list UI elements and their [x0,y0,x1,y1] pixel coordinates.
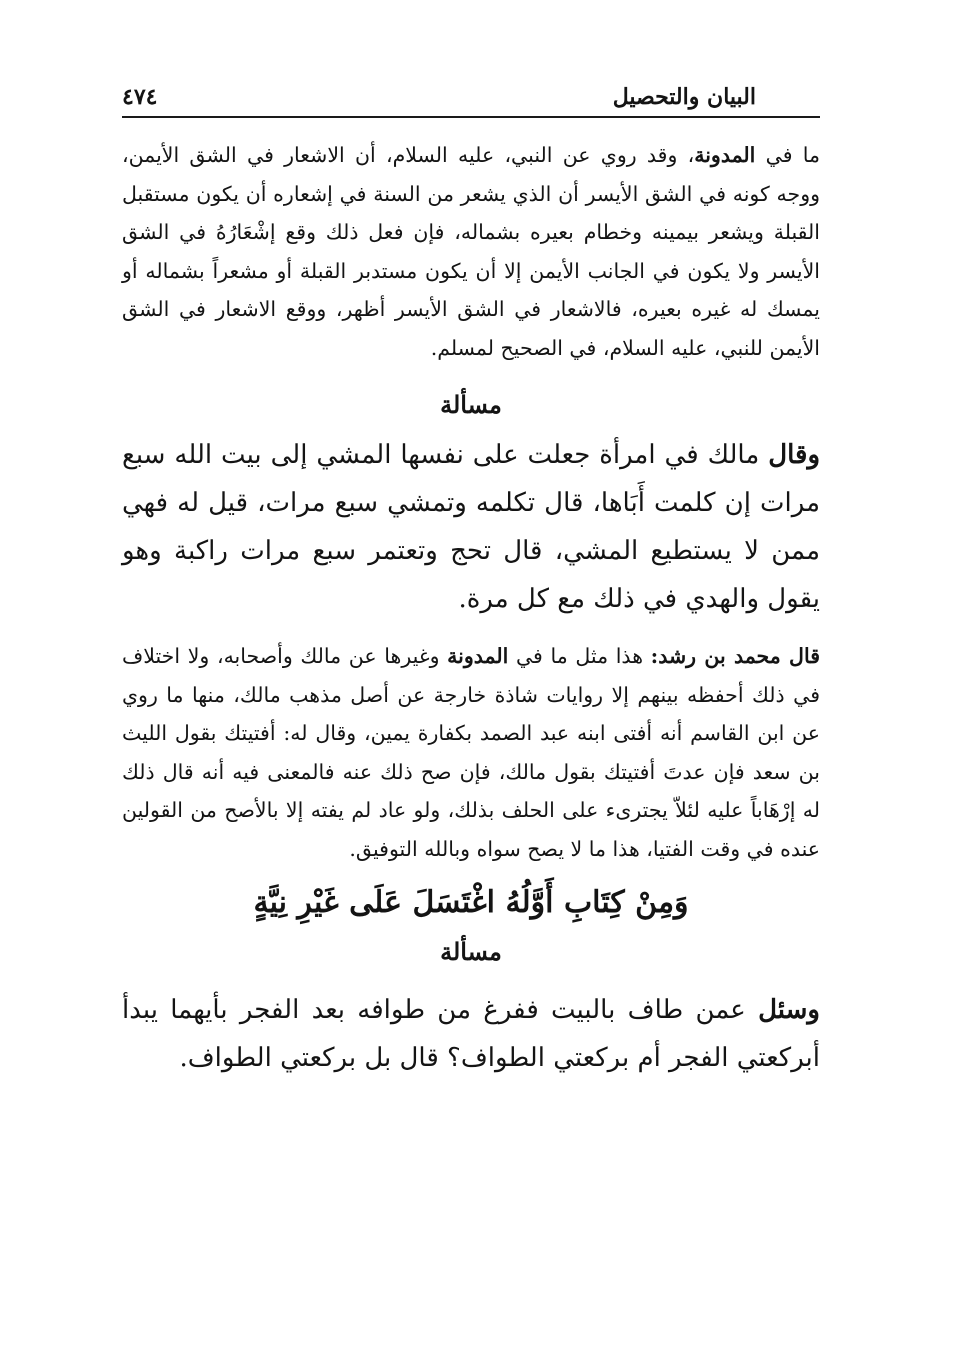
bold-term-mudawwana: المدونة [694,143,756,167]
section-heading-masala-1: مسألة [440,390,502,419]
paragraph-malik-question [122,431,820,623]
paragraph-lead-bold: وقال [768,440,820,470]
paragraph-text-b: وغيرها عن مالك وأصحابه، ولا اختلاف في ذلك أحفظه بينهم إلا روايات شاذة خارجة عن أصل مذهب مالك، منها ما روي عن ابن القاسم أنه أفتى ابنه عبد الصمد بكفارة يمين، وقال له: أفتيتك بقول الليث بن سعد فإن عدتَ أفتيتك بقول مالك، فإن صح ذلك عنه فالمعنى فيه أنه قال ذلك له إرْهَاباً عليه لئلاّ يجترىء على الحلف بذلك، ولو عاد لم يفته إلا بالأصح من القولين عنده في وقت الفتيا، هذا ما لا يصح سواه وبالله التوفيق. [122,644,820,861]
paragraph-lead-bold: وسئل [758,995,820,1025]
bold-term-mudawwana: المدونة [447,644,509,668]
book-page [122,80,820,1082]
running-header [122,80,820,118]
page-number: ٤٧٤ [122,84,158,110]
section-heading-masala-2: مسألة [440,937,502,966]
paragraph-ibn-rushd-commentary [122,637,820,868]
paragraph-text: مالك في امرأة جعلت على نفسها المشي إلى بيت الله سبع مرات إن كلمت أَبَاها، قال تكلمه وتمشي سبع مرات، قيل له فهي ممن لا يستطيع المشي، قال تحج وتعتمر سبع مرات راكبة وهو يقول والهدي في ذلك مع كل مرة. [122,440,820,614]
running-title: البيان والتحصيل [612,84,756,110]
paragraph-text: ، وقد روي عن النبي، عليه السلام، أن الاشعار في الشق الأيمن، ووجه كونه في الشق الأيسر أن الذي يشعر من السنة في إشعاره أن يكون مستقبل القبلة ويشعر بيمينه وخطام بعيره بشماله، فإن فعل ذلك وقع إشْعَارُهُ في الشق الأيسر ولا يكون في الجانب الأيمن إلا أن يكون مستدبر القبلة أو مشعراً بشماله أو يمسك له غيره بعيره، فالاشعار في الشق الأيسر أظهر، ووقع الاشعار في الشق الأيمن للنبي، عليه السلام، في الصحيح لمسلم. [122,143,820,360]
commentator-label: قال محمد بن رشد: [650,644,820,668]
paragraph-text: عمن طاف بالبيت ففرغ من طوافه بعد الفجر بأيهما يبدأ أبركعتي الفجر أم بركعتي الطواف؟ قال بل بركعتي الطواف. [122,995,820,1073]
paragraph-text-a: هذا مثل ما في [508,644,651,668]
paragraph-lead: ما في [755,143,820,167]
paragraph-tawaf-question [122,986,820,1082]
chapter-title: وَمِنْ كِتَابِ أَوَّلُهُ اغْتَسَلَ عَلَى غَيْرِ نِيَّةٍ [253,885,689,920]
paragraph-ishar [122,136,820,367]
